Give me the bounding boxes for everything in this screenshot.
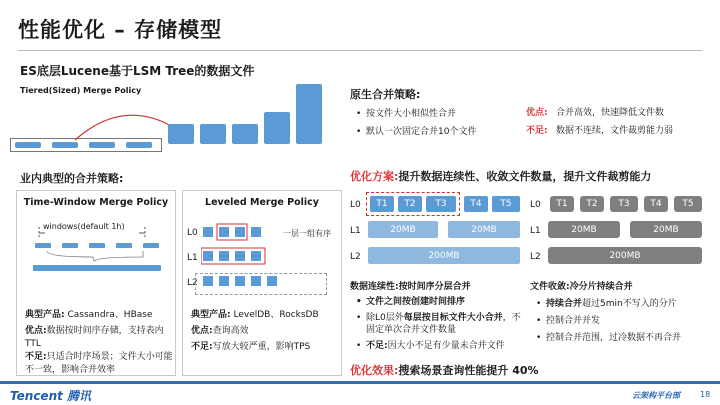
footer-rule bbox=[0, 381, 720, 384]
segment bbox=[126, 142, 152, 148]
l2-file: 200MB bbox=[548, 247, 702, 264]
time-window-panel bbox=[16, 190, 176, 376]
l2-file: 200MB bbox=[368, 247, 520, 264]
tencent-logo: Tencent 腾讯 bbox=[10, 389, 92, 403]
segment bbox=[232, 124, 258, 144]
convergence-heading: 文件收敛:冷分片持续合并 bbox=[530, 282, 633, 292]
l2-group-box bbox=[195, 273, 327, 295]
page-number: 18 bbox=[700, 390, 711, 399]
native-merge-heading: 原生合并策略: bbox=[350, 88, 421, 101]
l0-file: T4 bbox=[464, 196, 488, 212]
segment bbox=[296, 84, 322, 144]
footer-dept: 云架构平台部 bbox=[632, 391, 680, 400]
continuity-bullet: • 不足:因大小不足有少量未合并文件 bbox=[366, 340, 505, 352]
l1-file: 20MB bbox=[548, 221, 620, 238]
native-pros-text: 合并高效，快速降低文件数 bbox=[556, 108, 665, 118]
effect-line: 优化效果:搜索场景查询性能提升 40% bbox=[350, 364, 539, 377]
windows-label: windows(default 1h) bbox=[43, 222, 125, 231]
tw-cons: 不足:只适合时序场景；文件大小可能不一致，影响合并效率 bbox=[25, 352, 173, 375]
opt-level-label: L1 bbox=[530, 226, 541, 236]
l0-file: T2 bbox=[398, 196, 422, 212]
tiered-diagram bbox=[10, 100, 340, 160]
lsm-heading: ES底层Lucene基于LSM Tree的数据文件 bbox=[20, 64, 255, 78]
l0-file: T5 bbox=[492, 196, 520, 212]
l1-file: 20MB bbox=[448, 221, 520, 238]
convergence-bullet: • 控制合并范围，过冷数据不再合并 bbox=[546, 332, 681, 344]
lv-product: 典型产品: LevelDB、RocksDB bbox=[191, 310, 319, 320]
tiered-policy-label: Tiered(Sized) Merge Policy bbox=[20, 86, 142, 95]
segment bbox=[15, 142, 41, 148]
l0-file: T4 bbox=[644, 196, 668, 212]
native-pros-label: 优点: bbox=[526, 108, 548, 118]
continuity-bullet: • 文件之间按创建时间排序 bbox=[366, 296, 465, 308]
native-cons-text: 数据不连续，文件裁剪能力弱 bbox=[556, 126, 674, 136]
optimization-heading: 优化方案:提升数据连续性、收敛文件数量，提升文件裁剪能力 bbox=[350, 170, 652, 183]
opt-level-label: L2 bbox=[530, 252, 541, 262]
lv-pros: 优点:查询高效 bbox=[191, 326, 249, 336]
segment bbox=[89, 142, 115, 148]
native-merge-bullet: • 按文件大小相似性合并 bbox=[366, 108, 456, 120]
segment bbox=[264, 112, 290, 144]
segment bbox=[52, 142, 78, 148]
convergence-bullet: • 持续合并超过5min不写入的分片 bbox=[546, 298, 677, 310]
group-note: 一层一组有序 bbox=[283, 229, 331, 238]
opt-level-label: L0 bbox=[350, 200, 361, 210]
opt-level-label: L2 bbox=[350, 252, 361, 262]
l0-file: T2 bbox=[580, 196, 604, 212]
page-title: 性能优化 – 存储模型 bbox=[18, 18, 223, 42]
opt-level-label: L1 bbox=[350, 226, 361, 236]
l0-file: T3 bbox=[610, 196, 638, 212]
l0-file: T3 bbox=[426, 196, 456, 212]
l1-file: 20MB bbox=[368, 221, 438, 238]
level-label: L0 bbox=[187, 228, 198, 238]
segment bbox=[200, 124, 226, 144]
tw-product: 典型产品: Cassandra、HBase bbox=[25, 310, 153, 320]
native-cons-label: 不足: bbox=[526, 126, 548, 136]
lv-cons: 不足:写放大较严重，影响TPS bbox=[191, 342, 311, 352]
leveled-title: Leveled Merge Policy bbox=[205, 197, 319, 208]
tw-pros: 优点:数据按时间序存储，支持表内TTL bbox=[25, 326, 164, 349]
native-merge-bullet: • 默认一次固定合并10个文件 bbox=[366, 126, 476, 138]
l0-file: T1 bbox=[370, 196, 394, 212]
industry-heading: 业内典型的合并策略: bbox=[20, 172, 124, 185]
convergence-bullet: • 控制合并并发 bbox=[546, 315, 600, 327]
l1-file: 20MB bbox=[630, 221, 702, 238]
continuity-heading: 数据连续性:按时间序分层合并 bbox=[350, 282, 471, 292]
opt-level-label: L0 bbox=[530, 200, 541, 210]
time-window-title: Time-Window Merge Policy bbox=[23, 197, 169, 208]
level-label: L2 bbox=[187, 278, 198, 288]
time-window-diagram bbox=[27, 221, 167, 291]
l0-file: T5 bbox=[674, 196, 702, 212]
level-label: L1 bbox=[187, 253, 198, 263]
continuity-bullet: • 除L0层外每层按目标文件大小合并，不固定单次合并文件数量 bbox=[366, 312, 526, 336]
segment bbox=[168, 124, 194, 144]
title-divider bbox=[18, 50, 702, 51]
leveled-panel bbox=[182, 190, 342, 376]
l0-file: T1 bbox=[550, 196, 574, 212]
